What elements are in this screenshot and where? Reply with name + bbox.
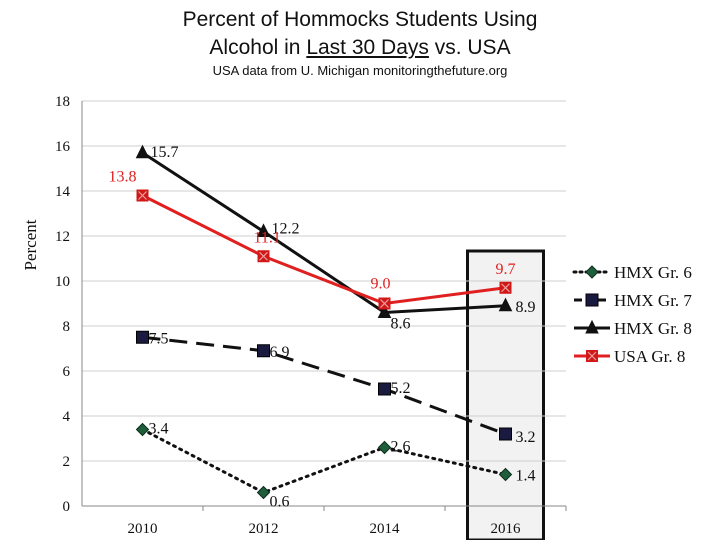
y-tick-label: 10 — [55, 274, 70, 290]
data-label: 1.4 — [515, 467, 536, 485]
legend-label: HMX Gr. 6 — [614, 263, 692, 282]
y-tick-label: 4 — [62, 409, 70, 425]
data-point — [258, 487, 270, 499]
data-point — [258, 250, 270, 262]
y-tick-label: 18 — [55, 94, 70, 110]
series-line — [143, 153, 506, 313]
y-tick-label: 8 — [62, 319, 70, 335]
data-label: 5.2 — [390, 380, 411, 397]
data-label: 3.2 — [515, 429, 536, 446]
data-label: 7.5 — [148, 330, 169, 348]
data-label: 6.9 — [269, 343, 290, 361]
series-usa-gr-8 — [109, 169, 516, 310]
data-label: 11.1 — [253, 229, 281, 247]
legend-item — [572, 290, 718, 318]
legend-swatch — [572, 290, 612, 310]
legend-marker — [586, 266, 598, 278]
chart-legend — [572, 262, 718, 374]
series-line — [143, 337, 506, 434]
y-tick-label: 6 — [62, 364, 70, 380]
chart-title-line-1: Percent of Hommocks Students Using — [182, 8, 538, 31]
highlight-box — [468, 251, 544, 540]
data-point — [137, 146, 149, 158]
legend-label: HMX Gr. 8 — [614, 319, 692, 338]
legend-item — [572, 346, 718, 374]
data-point — [258, 345, 270, 357]
data-point — [379, 383, 391, 395]
y-axis-label: Percent — [21, 219, 40, 271]
data-label: 0.6 — [269, 493, 290, 511]
chart-subtitle: USA data from U. Michigan monitoringthefuture.org — [212, 63, 508, 78]
data-point — [379, 442, 391, 454]
legend-label: HMX Gr. 7 — [614, 291, 692, 310]
series-line — [143, 196, 506, 304]
x-tick-label: 2012 — [248, 521, 279, 537]
chart-title-underlined: Last 30 Days — [306, 36, 429, 59]
y-tick-label: 14 — [55, 184, 70, 200]
data-point — [137, 190, 149, 202]
data-label: 8.6 — [390, 315, 411, 333]
data-label: 13.8 — [108, 168, 137, 186]
x-tick-label: 2010 — [127, 521, 158, 537]
data-point — [379, 298, 391, 310]
chart-title-line-2-start: Alcohol in — [209, 36, 307, 59]
x-tick-label: 2014 — [369, 521, 400, 537]
x-tick-label: 2016 — [490, 521, 521, 537]
data-label: 9.7 — [495, 260, 516, 278]
data-point — [500, 282, 512, 294]
y-tick-label: 2 — [62, 454, 70, 470]
data-point — [137, 424, 149, 436]
data-label: 12.2 — [271, 220, 300, 238]
data-label: 3.4 — [148, 420, 169, 438]
legend-item — [572, 318, 718, 346]
data-point — [500, 428, 512, 440]
legend-swatch — [572, 346, 612, 366]
y-tick-label: 16 — [55, 139, 70, 155]
legend-label: USA Gr. 8 — [614, 347, 686, 366]
data-label: 2.6 — [390, 438, 411, 456]
legend-marker — [586, 294, 598, 306]
legend-swatch — [572, 262, 612, 282]
data-label: 9.0 — [370, 275, 391, 293]
legend-item — [572, 262, 718, 290]
data-point — [137, 331, 149, 343]
chart-title-line-2-end: vs. USA — [428, 36, 511, 59]
legend-swatch — [572, 318, 612, 338]
data-label: 15.7 — [150, 143, 179, 161]
data-label: 8.9 — [515, 298, 536, 316]
legend-marker — [586, 350, 598, 362]
y-tick-label: 12 — [55, 229, 70, 245]
y-tick-label: 0 — [62, 499, 70, 515]
